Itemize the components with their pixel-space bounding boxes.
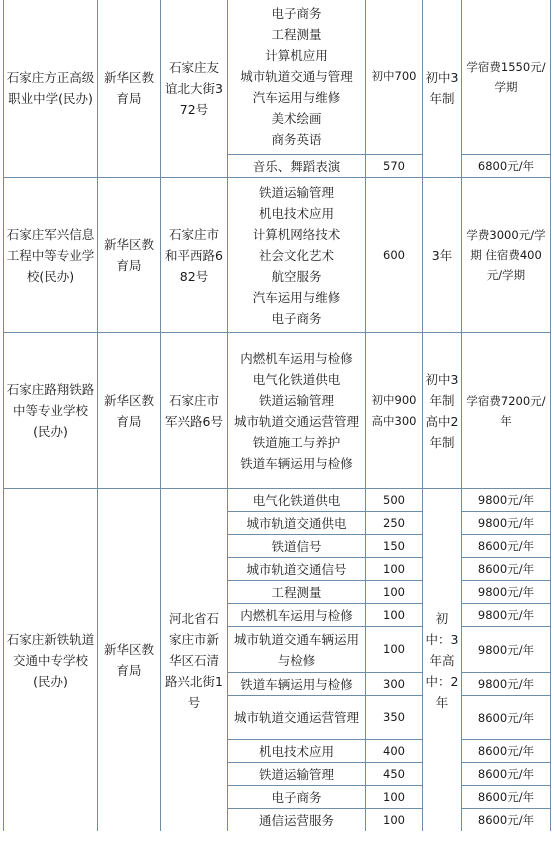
enrollment-plan: 初中900 高中300 — [365, 332, 422, 488]
major-item: 通信运营服务 — [227, 808, 365, 831]
table-row — [3, 332, 551, 488]
major-item: 美术绘画 — [271, 111, 322, 126]
major-item: 铁道车辆运用与检修 — [240, 455, 353, 471]
major-item: 铁道运输管理 — [258, 392, 334, 408]
major-item: 汽车运用与维修 — [252, 90, 341, 105]
school-name: 石家庄路翔铁路中等专业学校(民办) — [3, 332, 97, 488]
major-item: 电子商务 — [271, 6, 322, 21]
major-item: 电子商务 — [227, 785, 365, 808]
tuition-fee: 6800元/年 — [461, 154, 551, 177]
major-item: 社会文化艺术 — [258, 247, 334, 263]
tuition-fee: 8600元/年 — [461, 695, 551, 739]
enrollment-plan: 100 — [365, 785, 422, 808]
major-item: 电气化铁道供电 — [252, 371, 341, 387]
major-item: 机电技术应用 — [258, 205, 334, 221]
enrollment-plan: 150 — [365, 534, 422, 557]
enrollment-plan: 100 — [365, 580, 422, 603]
tuition-fee: 9800元/年 — [461, 580, 551, 603]
major-item: 铁道信号 — [227, 534, 365, 557]
enrollment-plan: 450 — [365, 762, 422, 785]
school-address: 河北省石家庄市新华区石清路兴北街1号 — [160, 488, 227, 831]
enrollment-plan: 500 — [365, 488, 422, 511]
major-item: 城市轨道交通供电 — [227, 511, 365, 534]
major-list — [227, 0, 365, 154]
major-item: 电气化铁道供电 — [227, 488, 365, 511]
tuition-fee: 8600元/年 — [461, 557, 551, 580]
major-list — [227, 332, 365, 488]
major-item: 电子商务 — [271, 310, 322, 326]
tuition-fee: 8600元/年 — [461, 739, 551, 762]
school-enrollment-table — [3, 0, 551, 831]
school-name: 石家庄新铁轨道交通中专学校(民办) — [3, 488, 97, 831]
major-item: 计算机网络技术 — [252, 226, 341, 242]
school-name: 石家庄军兴信息工程中等专业学校(民办) — [3, 177, 97, 332]
school-district: 新华区教育局 — [97, 0, 160, 177]
tuition-fee: 学宿费1550元/学期 — [461, 0, 551, 154]
major-item: 音乐、舞蹈表演 — [227, 154, 365, 177]
major-item: 内燃机车运用与检修 — [240, 350, 353, 366]
major-item: 工程测量 — [227, 580, 365, 603]
tuition-fee: 8600元/年 — [461, 808, 551, 831]
enrollment-plan: 100 — [365, 603, 422, 626]
tuition-fee: 9800元/年 — [461, 603, 551, 626]
enrollment-plan: 400 — [365, 739, 422, 762]
major-item: 铁道运输管理 — [258, 184, 334, 200]
school-address: 石家庄市和平西路682号 — [160, 177, 227, 332]
major-item: 城市轨道交通信号 — [227, 557, 365, 580]
school-district: 新华区教育局 — [97, 488, 160, 831]
school-address: 石家庄友谊北大街372号 — [160, 0, 227, 177]
tuition-fee: 8600元/年 — [461, 785, 551, 808]
major-list — [227, 177, 365, 332]
major-item: 城市轨道交通车辆运用与检修 — [227, 626, 365, 672]
enrollment-plan: 600 — [365, 177, 422, 332]
major-item: 机电技术应用 — [227, 739, 365, 762]
school-name: 石家庄方正高级职业中学(民办) — [3, 0, 97, 177]
major-item: 工程测量 — [271, 27, 322, 42]
major-item: 铁道运输管理 — [227, 762, 365, 785]
major-item: 汽车运用与维修 — [252, 289, 341, 305]
tuition-fee: 9800元/年 — [461, 626, 551, 672]
table-row — [3, 488, 551, 511]
study-years: 初中：3年高中：2年 — [422, 488, 461, 831]
enrollment-plan: 100 — [365, 557, 422, 580]
tuition-fee: 9800元/年 — [461, 488, 551, 511]
major-item: 商务英语 — [271, 132, 322, 147]
enrollment-plan: 100 — [365, 808, 422, 831]
tuition-fee: 学宿费7200元/年 — [461, 332, 551, 488]
study-years: 初中3年制 — [422, 0, 461, 177]
major-item: 城市轨道交通与管理 — [240, 69, 353, 84]
major-item: 铁道施工与养护 — [252, 434, 341, 450]
major-item: 内燃机车运用与检修 — [227, 603, 365, 626]
enrollment-plan: 300 — [365, 672, 422, 695]
table-row — [3, 0, 551, 154]
enrollment-plan: 350 — [365, 695, 422, 739]
major-item: 城市轨道交通运营管理 — [233, 413, 359, 429]
major-item: 铁道车辆运用与检修 — [227, 672, 365, 695]
tuition-fee: 学费3000元/学期 住宿费400元/学期 — [461, 177, 551, 332]
study-years: 3年 — [422, 177, 461, 332]
tuition-fee: 9800元/年 — [461, 672, 551, 695]
enrollment-plan: 100 — [365, 626, 422, 672]
tuition-fee: 8600元/年 — [461, 762, 551, 785]
table-row — [3, 177, 551, 332]
enrollment-plan: 初中700 — [365, 0, 422, 154]
school-district: 新华区教育局 — [97, 177, 160, 332]
enrollment-plan: 250 — [365, 511, 422, 534]
school-district: 新华区教育局 — [97, 332, 160, 488]
tuition-fee: 9800元/年 — [461, 511, 551, 534]
major-item: 航空服务 — [271, 268, 322, 284]
enrollment-plan: 570 — [365, 154, 422, 177]
major-item: 计算机应用 — [265, 48, 328, 63]
school-address: 石家庄市军兴路6号 — [160, 332, 227, 488]
major-item: 城市轨道交通运营管理 — [227, 695, 365, 739]
tuition-fee: 8600元/年 — [461, 534, 551, 557]
study-years: 初中3年制 高中2年制 — [422, 332, 461, 488]
